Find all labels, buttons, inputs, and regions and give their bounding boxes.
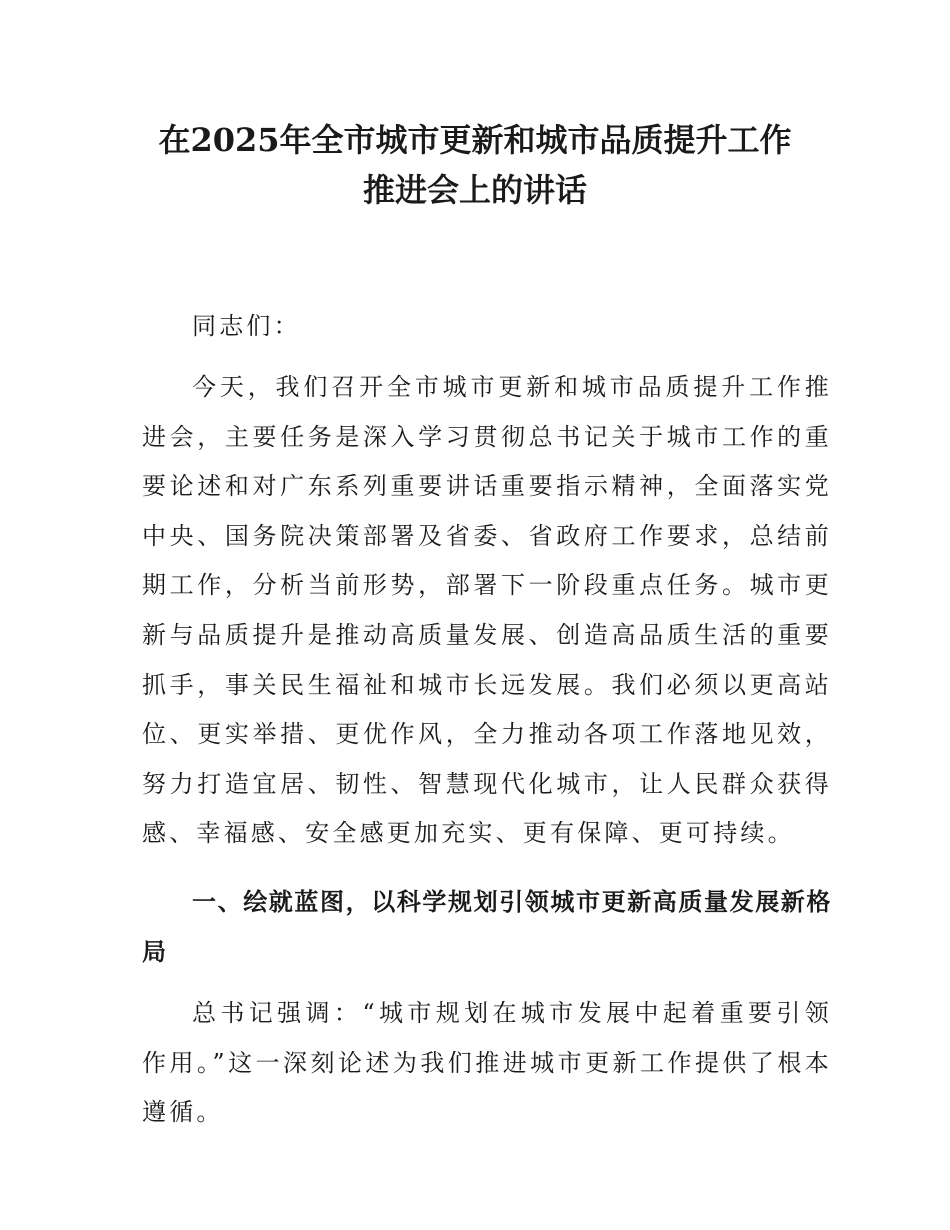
document-title-line-1: 在2025年全市城市更新和城市品质提升工作 xyxy=(158,121,792,159)
paragraph-opening: 今天，我们召开全市城市更新和城市品质提升工作推进会，主要任务是深入学习贯彻总书记关于城市工作的重要论述和对广东系列重要讲话重要指示精神，全面落实党中央、国务院决策部署及省委、省政府工作要求，总结前期工作，分析当前形势，部署下一阶段重点任务。城市更新与品质提升是推动高质量发展、创造高品质生活的重要抓手，事关民生福祉和城市长远发展。我们必须以更高站位、更实举措、更优作风，全力推动各项工作落地见效，努力打造宜居、韧性、智慧现代化城市，让人民群众获得感、幸福感、安全感更加充实、更有保障、更可持续。 xyxy=(142,373,832,848)
section-heading-1: 一、绘就蓝图，以科学规划引领城市更新高质量发展新格局 xyxy=(142,888,832,966)
paragraph-section-1: 总书记强调：“城市规划在城市发展中起着重要引领作用。”这一深刻论述为我们推进城市更新工作提供了根本遵循。 xyxy=(142,999,832,1127)
document-title-line-2: 推进会上的讲话 xyxy=(362,171,587,209)
salutation: 同志们： xyxy=(192,312,301,340)
